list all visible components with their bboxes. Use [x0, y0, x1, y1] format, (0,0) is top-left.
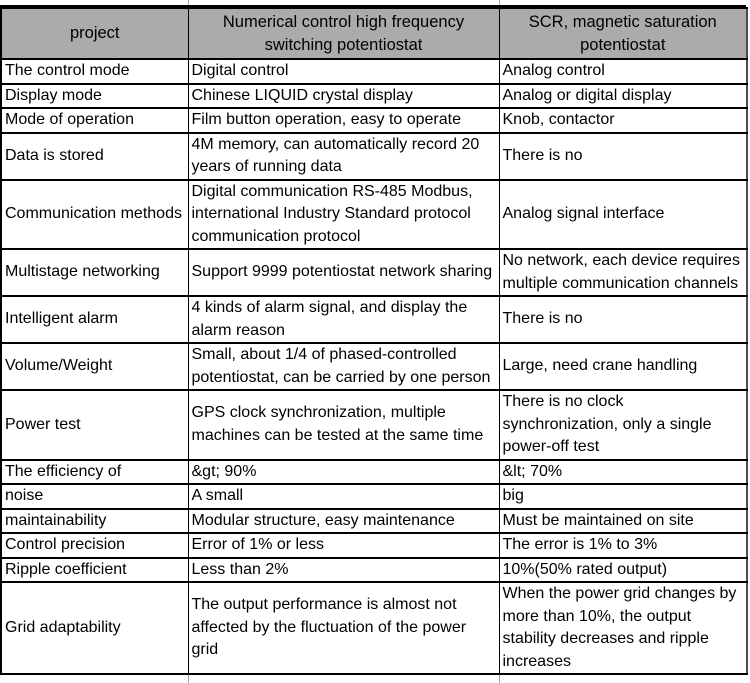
numerical-potentiostat-cell: The output performance is almost not affected by the fluctuation of the power grid — [188, 582, 499, 674]
table-row — [1, 509, 747, 534]
table-row — [1, 180, 747, 250]
project-cell: Grid adaptability — [1, 582, 188, 674]
scr-potentiostat-cell: Large, need crane handling — [499, 343, 747, 390]
scr-potentiostat-cell: &lt; 70% — [499, 460, 747, 485]
scr-potentiostat-cell: Analog or digital display — [499, 84, 747, 109]
col-header-project: project — [1, 8, 188, 59]
project-cell: Multistage networking — [1, 249, 188, 296]
scr-potentiostat-cell: No network, each device requires multiple communication channels — [499, 249, 747, 296]
project-cell: Mode of operation — [1, 108, 188, 133]
project-cell: Intelligent alarm — [1, 296, 188, 343]
table-row — [1, 484, 747, 509]
numerical-potentiostat-cell: 4M memory, can automatically record 20 years of running data — [188, 133, 499, 180]
numerical-potentiostat-cell: Small, about 1/4 of phased-controlled potentiostat, can be carried by one person — [188, 343, 499, 390]
column-divider-stub — [499, 0, 500, 5]
project-cell: noise — [1, 484, 188, 509]
table-row — [1, 59, 747, 84]
project-cell: Ripple coefficient — [1, 558, 188, 583]
project-cell: maintainability — [1, 509, 188, 534]
comparison-table — [0, 7, 748, 675]
scr-potentiostat-cell: 10%(50% rated output) — [499, 558, 747, 583]
col-header-numerical-potentiostat: Numerical control high frequency switching potentiostat — [188, 8, 499, 59]
column-divider-stub — [188, 675, 189, 683]
table-row — [1, 460, 747, 485]
numerical-potentiostat-cell: A small — [188, 484, 499, 509]
table-row — [1, 84, 747, 109]
project-cell: The efficiency of — [1, 460, 188, 485]
table-row — [1, 108, 747, 133]
numerical-potentiostat-cell: Digital communication RS-485 Modbus, international Industry Standard protocol communication protocol — [188, 180, 499, 250]
numerical-potentiostat-cell: Less than 2% — [188, 558, 499, 583]
project-cell: Communication methods — [1, 180, 188, 250]
project-cell: Control precision — [1, 533, 188, 558]
project-cell: Volume/Weight — [1, 343, 188, 390]
cropped-row-top — [0, 0, 746, 7]
numerical-potentiostat-cell: 4 kinds of alarm signal, and display the alarm reason — [188, 296, 499, 343]
scr-potentiostat-cell: There is no — [499, 133, 747, 180]
scr-potentiostat-cell: big — [499, 484, 747, 509]
numerical-potentiostat-cell: Error of 1% or less — [188, 533, 499, 558]
project-cell: Power test — [1, 390, 188, 460]
project-cell: The control mode — [1, 59, 188, 84]
table-row — [1, 133, 747, 180]
scr-potentiostat-cell: The error is 1% to 3% — [499, 533, 747, 558]
numerical-potentiostat-cell: Film button operation, easy to operate — [188, 108, 499, 133]
header-row — [1, 8, 747, 59]
scr-potentiostat-cell: There is no clock synchronization, only a single power-off test — [499, 390, 747, 460]
project-cell: Display mode — [1, 84, 188, 109]
table-header — [1, 8, 747, 59]
column-divider-stub — [188, 0, 189, 5]
table-row — [1, 390, 747, 460]
numerical-potentiostat-cell: GPS clock synchronization, multiple machines can be tested at the same time — [188, 390, 499, 460]
scr-potentiostat-cell: Analog control — [499, 59, 747, 84]
scr-potentiostat-cell: Must be maintained on site — [499, 509, 747, 534]
scr-potentiostat-cell: There is no — [499, 296, 747, 343]
table-body — [1, 59, 747, 674]
numerical-potentiostat-cell: Digital control — [188, 59, 499, 84]
table-row — [1, 249, 747, 296]
numerical-potentiostat-cell: &gt; 90% — [188, 460, 499, 485]
scr-potentiostat-cell: Analog signal interface — [499, 180, 747, 250]
scr-potentiostat-cell: Knob, contactor — [499, 108, 747, 133]
project-cell: Data is stored — [1, 133, 188, 180]
table-row — [1, 582, 747, 674]
col-header-scr-potentiostat: SCR, magnetic saturation potentiostat — [499, 8, 747, 59]
cropped-row-bottom — [0, 675, 746, 683]
numerical-potentiostat-cell: Support 9999 potentiostat network sharing — [188, 249, 499, 296]
column-divider-stub — [499, 675, 500, 683]
table-row — [1, 533, 747, 558]
scr-potentiostat-cell: When the power grid changes by more than 10%, the output stability decreases and ripple increases — [499, 582, 747, 674]
numerical-potentiostat-cell: Chinese LIQUID crystal display — [188, 84, 499, 109]
table-row — [1, 296, 747, 343]
table-row — [1, 343, 747, 390]
numerical-potentiostat-cell: Modular structure, easy maintenance — [188, 509, 499, 534]
table-row — [1, 558, 747, 583]
